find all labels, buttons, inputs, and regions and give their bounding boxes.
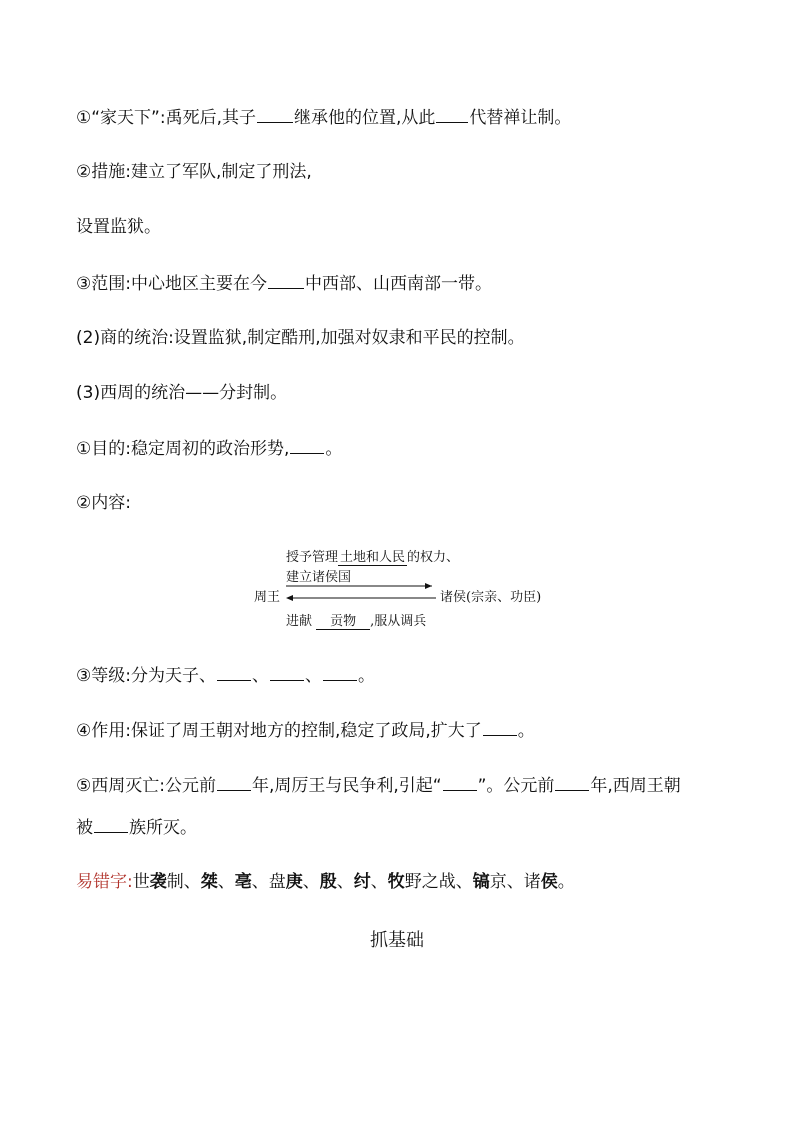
text: ①目的:稳定周初的政治形势, xyxy=(76,439,290,459)
line-12 xyxy=(76,816,197,839)
text: 被 xyxy=(76,818,93,838)
diagram-bottom-fill: 贡物 xyxy=(316,614,370,630)
text: 。 xyxy=(357,666,375,686)
text: 、盘 xyxy=(251,872,286,892)
diagram-left-label: 周王 xyxy=(254,590,281,605)
text: 、 xyxy=(217,872,235,892)
blank-1[interactable] xyxy=(257,106,293,123)
text: 族所灭。 xyxy=(129,818,197,838)
diagram-top1-fill: 土地和人民 xyxy=(340,550,406,565)
diagram-top1-end: 的权力、 xyxy=(407,550,460,565)
line-10 xyxy=(76,719,535,742)
section-title: 抓基础 xyxy=(370,930,424,951)
line-11 xyxy=(76,774,681,797)
blank-3[interactable] xyxy=(268,272,304,289)
text: 、 xyxy=(302,872,320,892)
text: ”。公元前 xyxy=(477,776,555,796)
key-char: 纣 xyxy=(353,872,371,892)
blank-4[interactable] xyxy=(290,437,324,454)
text: 中西部、山西南部一带。 xyxy=(304,274,492,294)
key-char: 桀 xyxy=(200,872,218,892)
diagram-top-line-1 xyxy=(286,546,459,565)
diagram-right-label: 诸侯(宗亲、功臣) xyxy=(440,590,542,605)
blank-10[interactable] xyxy=(443,774,477,791)
text: ③范围:中心地区主要在今 xyxy=(76,274,267,294)
line-5: (2)商的统治:设置监狱,制定酷刑,加强对奴隶和平民的控制。 xyxy=(76,328,525,348)
blank-2[interactable] xyxy=(436,106,468,123)
text: 。 xyxy=(557,872,575,892)
text: 、 xyxy=(304,666,322,686)
text: ④作用:保证了周王朝对地方的控制,稳定了政局,扩大了 xyxy=(76,721,482,741)
key-char: 庚 xyxy=(285,872,303,892)
key-char: 亳 xyxy=(234,872,252,892)
blank-12[interactable] xyxy=(94,816,128,833)
text: 年,周厉王与民争利,引起“ xyxy=(251,776,442,796)
text: 制、 xyxy=(166,872,201,892)
blank-9[interactable] xyxy=(217,774,251,791)
line-9 xyxy=(76,664,375,687)
blank-6[interactable] xyxy=(270,664,304,681)
key-char: 殷 xyxy=(319,872,337,892)
line-2: ②措施:建立了军队,制定了刑法, xyxy=(76,162,312,182)
error-words-label: 易错字: xyxy=(76,872,133,892)
text: 年,西周王朝 xyxy=(590,776,681,796)
text: ③等级:分为天子、 xyxy=(76,666,216,686)
line-7 xyxy=(76,437,342,460)
blank-8[interactable] xyxy=(483,719,517,736)
diagram-top-line-2: 建立诸侯国 xyxy=(286,570,352,585)
blank-11[interactable] xyxy=(555,774,589,791)
diagram-bottom-line xyxy=(286,610,426,629)
fief-diagram xyxy=(250,540,550,630)
line-3: 设置监狱。 xyxy=(76,217,161,237)
key-char: 牧 xyxy=(387,872,405,892)
text: 代替禅让制。 xyxy=(469,108,572,128)
text: 野之战、 xyxy=(404,872,473,892)
text: 。 xyxy=(517,721,535,741)
diagram-bottom-end: ,服从调兵 xyxy=(370,614,427,629)
text: 世 xyxy=(132,872,150,892)
text: 、 xyxy=(251,666,269,686)
key-char: 袭 xyxy=(149,872,167,892)
arrow-left-head xyxy=(286,595,293,601)
blank-5[interactable] xyxy=(217,664,251,681)
text: 、 xyxy=(370,872,388,892)
diagram-bottom-text: 进献 xyxy=(286,614,313,629)
text: 京、诸 xyxy=(489,872,541,892)
key-char: 侯 xyxy=(540,872,558,892)
blank-7[interactable] xyxy=(323,664,357,681)
line-8: ②内容: xyxy=(76,493,131,513)
key-char: 镐 xyxy=(472,872,490,892)
line-4 xyxy=(76,272,492,295)
text: 、 xyxy=(336,872,354,892)
line-6: (3)西周的统治——分封制。 xyxy=(76,383,288,403)
diagram-top1-text: 授予管理 xyxy=(286,550,339,565)
line-13-error-words xyxy=(76,871,575,893)
text: ⑤西周灭亡:公元前 xyxy=(76,776,216,796)
text: ①“家天下”:禹死后,其子 xyxy=(76,108,256,128)
arrow-right-head xyxy=(425,583,432,589)
line-1 xyxy=(76,106,571,129)
text: 继承他的位置,从此 xyxy=(294,108,436,128)
text: 。 xyxy=(325,439,343,459)
diagram-arrows xyxy=(286,580,436,604)
